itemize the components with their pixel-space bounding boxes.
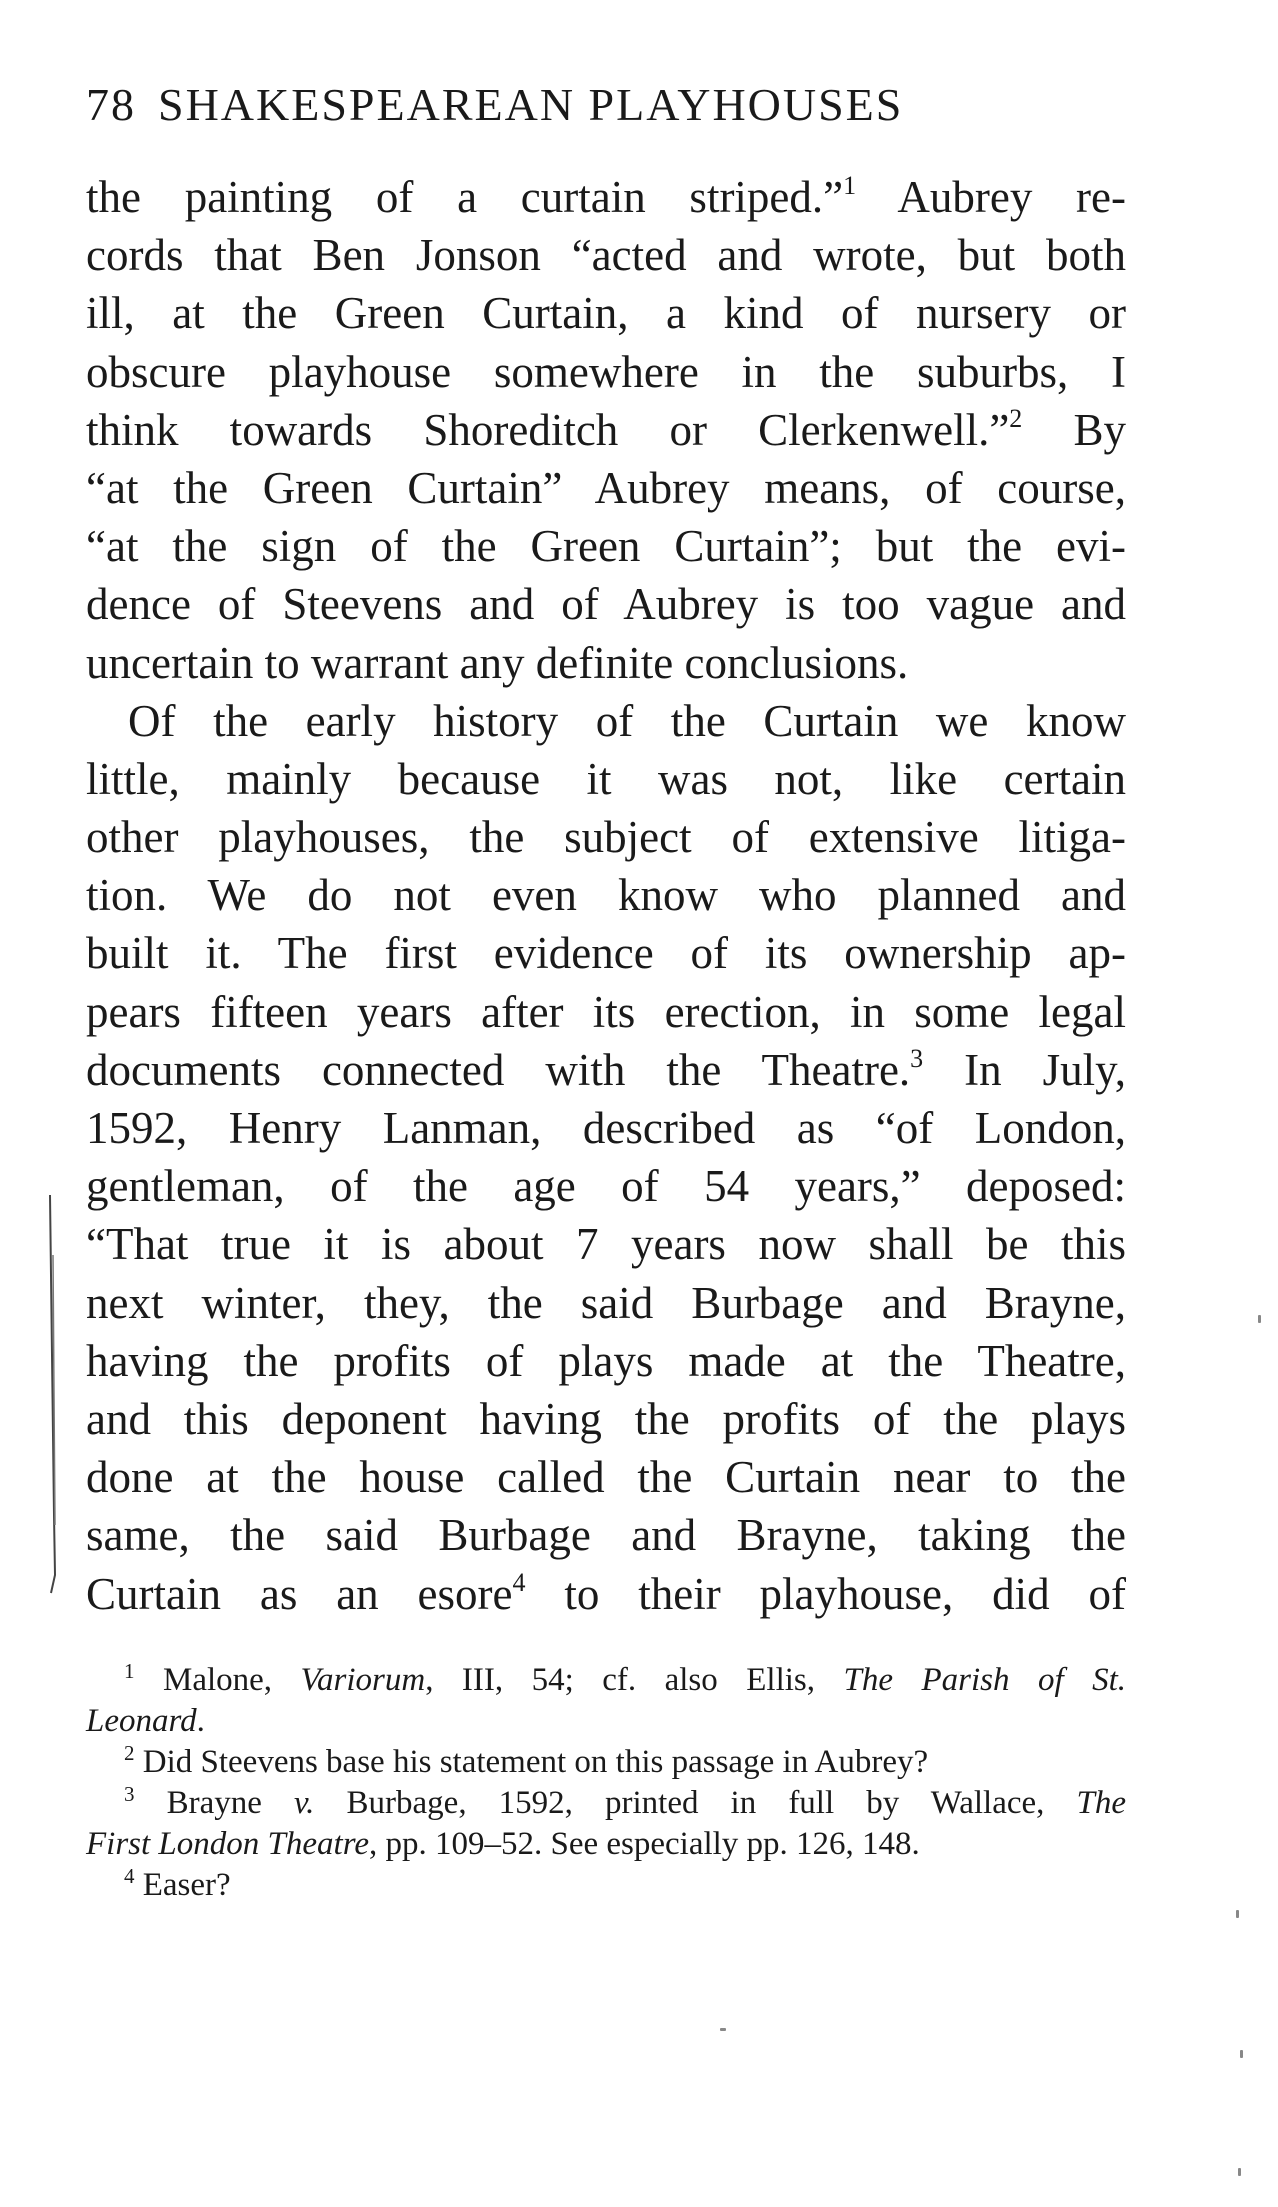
running-title: SHAKESPEAREAN PLAYHOUSES: [158, 79, 904, 130]
footnote-text: , III, 54; cf. also Ellis,: [425, 1662, 844, 1698]
text-line: “at the sign of the Green Curtain”; but the evi-: [86, 521, 1126, 572]
text-line: built it. The first evidence of its ownership ap-: [86, 928, 1126, 979]
body-text: [86, 168, 1126, 1623]
footnote-italic: v.: [293, 1785, 315, 1821]
text-line: “at the Green Curtain” Aubrey means, of course,: [86, 462, 1126, 513]
line-text: documents connected with the Theatre.: [86, 1044, 911, 1095]
footnote-ref[interactable]: 1: [843, 171, 857, 200]
text-line: [86, 1565, 1126, 1623]
line-text: Aubrey re-: [856, 172, 1126, 222]
footnote-mark: 4: [124, 1864, 135, 1888]
text-line: cords that Ben Jonson “acted and wrote, but both: [86, 230, 1126, 281]
line-text: By: [1022, 404, 1126, 455]
text-line: same, the said Burbage and Brayne, taking the: [86, 1510, 1126, 1561]
footnote-3-cont: [86, 1824, 1126, 1865]
text-line: gentleman, of the age of 54 years,” deposed:: [86, 1161, 1126, 1212]
text-line: other playhouses, the subject of extensive litiga-: [86, 812, 1126, 863]
text-line: tion. We do not even know who planned and: [86, 870, 1126, 921]
text-line: [86, 168, 1126, 226]
footnote-text: Malone,: [134, 1662, 301, 1698]
line-text: In July,: [923, 1044, 1126, 1095]
scan-speck: [1240, 2050, 1243, 2058]
footnote-mark: 2: [124, 1741, 135, 1765]
footnote-mark: 3: [124, 1782, 135, 1806]
text-line: next winter, they, the said Burbage and Brayne,: [86, 1277, 1126, 1328]
footnote-text: Easer?: [134, 1867, 231, 1903]
footnote-4: [86, 1865, 1126, 1906]
footnote-italic: The Parish of St.: [843, 1662, 1127, 1698]
footnotes: [86, 1660, 1126, 1906]
footnote-text: , pp. 109–52. See especially pp. 126, 148.: [368, 1826, 920, 1862]
text-line: dence of Steevens and of Aubrey is too vague and: [86, 579, 1126, 630]
text-line: uncertain to warrant any definite conclusions.: [86, 637, 909, 688]
scan-speck: [1236, 1910, 1239, 1918]
footnote-italic: The: [1076, 1785, 1126, 1821]
footnote-text: Did Steevens base his statement on this passage in Aubrey?: [134, 1744, 929, 1780]
footnote-1-cont: [86, 1701, 1126, 1742]
footnote-text: Burbage, 1592, printed in full by Wallace,: [314, 1785, 1077, 1821]
text-line: [86, 401, 1126, 459]
line-text: to their playhouse, did of: [525, 1568, 1126, 1619]
margin-pencil-mark: [48, 1195, 58, 1595]
text-line: 1592, Henry Lanman, described as “of London,: [86, 1103, 1126, 1153]
running-head: [86, 78, 903, 131]
paragraph-start-line: Of the early history of the Curtain we know: [128, 695, 1126, 746]
text-line: little, mainly because it was not, like certain: [86, 753, 1126, 804]
footnote-text: Brayne: [134, 1785, 294, 1821]
footnote-ref[interactable]: 3: [910, 1043, 924, 1073]
text-line: having the profits of plays made at the Theatre,: [86, 1335, 1126, 1386]
footnote-2: [86, 1742, 1126, 1783]
footnote-3: [86, 1783, 1126, 1824]
text-line: ill, at the Green Curtain, a kind of nursery or: [86, 288, 1126, 339]
line-text: the painting of a curtain striped.”: [86, 172, 844, 222]
text-line: pears fifteen years after its erection, in some legal: [86, 986, 1126, 1037]
scan-speck: [1258, 1315, 1261, 1323]
scan-speck: [720, 2028, 726, 2031]
footnote-ref[interactable]: 4: [512, 1567, 526, 1597]
scan-speck: [1238, 2168, 1241, 2176]
footnote-mark: 1: [124, 1659, 135, 1683]
footnote-text: .: [196, 1703, 205, 1739]
line-text: Curtain as an esore: [86, 1568, 513, 1619]
text-line: “That true it is about 7 years now shall be this: [86, 1219, 1126, 1270]
footnote-italic: First London Theatre: [86, 1826, 369, 1862]
footnote-italic: Variorum: [300, 1662, 426, 1698]
footnote-italic: Leonard: [86, 1703, 197, 1739]
line-text: think towards Shoreditch or Clerkenwell.”: [86, 404, 1010, 455]
text-line: and this deponent having the profits of the plays: [86, 1393, 1126, 1444]
footnote-1: [86, 1660, 1126, 1701]
text-line: obscure playhouse somewhere in the suburbs, I: [86, 346, 1126, 397]
footnote-ref[interactable]: 2: [1009, 403, 1023, 433]
page-number: 78: [86, 79, 136, 130]
text-line: [86, 1041, 1126, 1099]
text-line: done at the house called the Curtain near to the: [86, 1452, 1126, 1503]
